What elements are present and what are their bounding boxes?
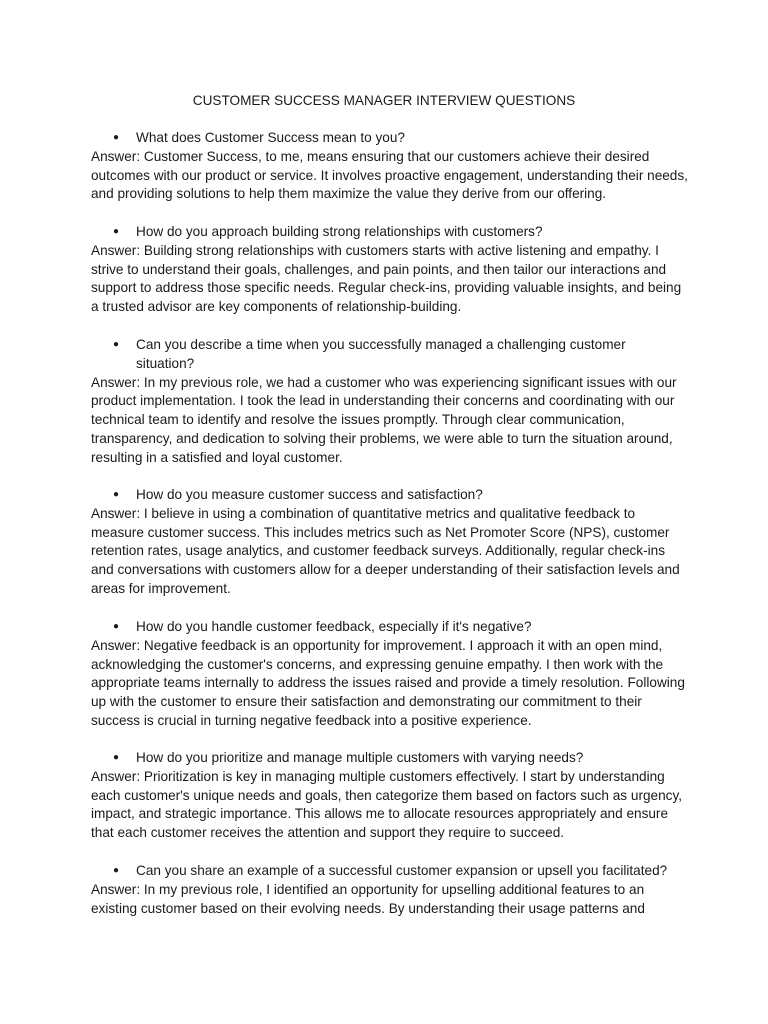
qa-item — [91, 223, 691, 317]
qa-item — [91, 749, 691, 843]
qa-item — [91, 129, 691, 204]
bullet-icon: ● — [113, 339, 120, 350]
answer-text: Answer: In my previous role, we had a customer who was experiencing significant issues with our product implementation. I took the lead in understanding their concerns and coordinating with our technical team to identify and resolve the issues promptly. Through clear communication, transparency, and dedication to solving their problems, we were able to turn the situation around, resulting in a satisfied and loyal customer. — [91, 374, 677, 465]
document-title: CUSTOMER SUCCESS MANAGER INTERVIEW QUESTIONS — [192, 93, 576, 108]
bullet-icon: ● — [113, 132, 120, 143]
question-text: ● How do you prioritize and manage multiple customers with varying needs? — [136, 749, 681, 768]
question-text: ● What does Customer Success mean to you? — [136, 129, 681, 148]
answer-text: Answer: I believe in using a combination of quantitative metrics and qualitative feedback to measure customer success. This includes metrics such as Net Promoter Score (NPS), customer retention rates, usage analytics, and customer feedback surveys. Additionally, regular check-ins and conversations with customers allow for a deeper understanding of their satisfaction levels and areas for improvement. — [91, 505, 680, 596]
answer-text: Answer: Building strong relationships with customers starts with active listening and empathy. I strive to understand their goals, challenges, and pain points, and then tailor our interactions and support to address those specific needs. Regular check-ins, providing valuable insights, and being a trusted advisor are key components of relationship-building. — [91, 242, 682, 315]
qa-item — [91, 336, 691, 468]
bullet-icon: ● — [113, 752, 120, 763]
answer-text: Answer: Customer Success, to me, means ensuring that our customers achieve their desired outcomes with our product or service. It involves proactive engagement, understanding their needs, and providing solutions to help them maximize the value they derive from our offering. — [91, 148, 688, 202]
bullet-icon: ● — [113, 489, 120, 500]
answer-text: Answer: Negative feedback is an opportunity for improvement. I approach it with an open mind, acknowledging the customer's concerns, and expressing genuine empathy. I then work with the appropriate teams internally to address the issues raised and provide a timely resolution. Following up with the customer to ensure their satisfaction and demonstrating our commitment to their success is crucial in turning negative feedback into a positive experience. — [91, 637, 685, 728]
bullet-icon: ● — [113, 226, 120, 237]
question-text: ● Can you describe a time when you successfully managed a challenging customer situation? — [113, 337, 626, 371]
qa-item — [91, 486, 691, 599]
qa-item — [91, 862, 691, 918]
question-text: ● How do you measure customer success and satisfaction? — [136, 486, 681, 505]
answer-text: Answer: Prioritization is key in managing multiple customers effectively. I start by understanding each customer's unique needs and goals, then categorize them based on factors such as urgency, impact, and strategic importance. This allows me to allocate resources appropriately and ensure that each customer receives the attention and support they require to succeed. — [91, 768, 683, 841]
question-text: ● How do you approach building strong relationships with customers? — [136, 223, 681, 242]
question-text: ● How do you handle customer feedback, especially if it's negative? — [136, 618, 681, 637]
question-text: ● Can you share an example of a successful customer expansion or upsell you facilitated? — [136, 862, 681, 881]
bullet-icon: ● — [113, 865, 120, 876]
qa-item — [91, 618, 691, 731]
answer-text: Answer: In my previous role, I identified an opportunity for upselling additional features to an existing customer based on their evolving needs. By understanding their usage patterns and — [91, 881, 645, 916]
bullet-icon: ● — [113, 621, 120, 632]
